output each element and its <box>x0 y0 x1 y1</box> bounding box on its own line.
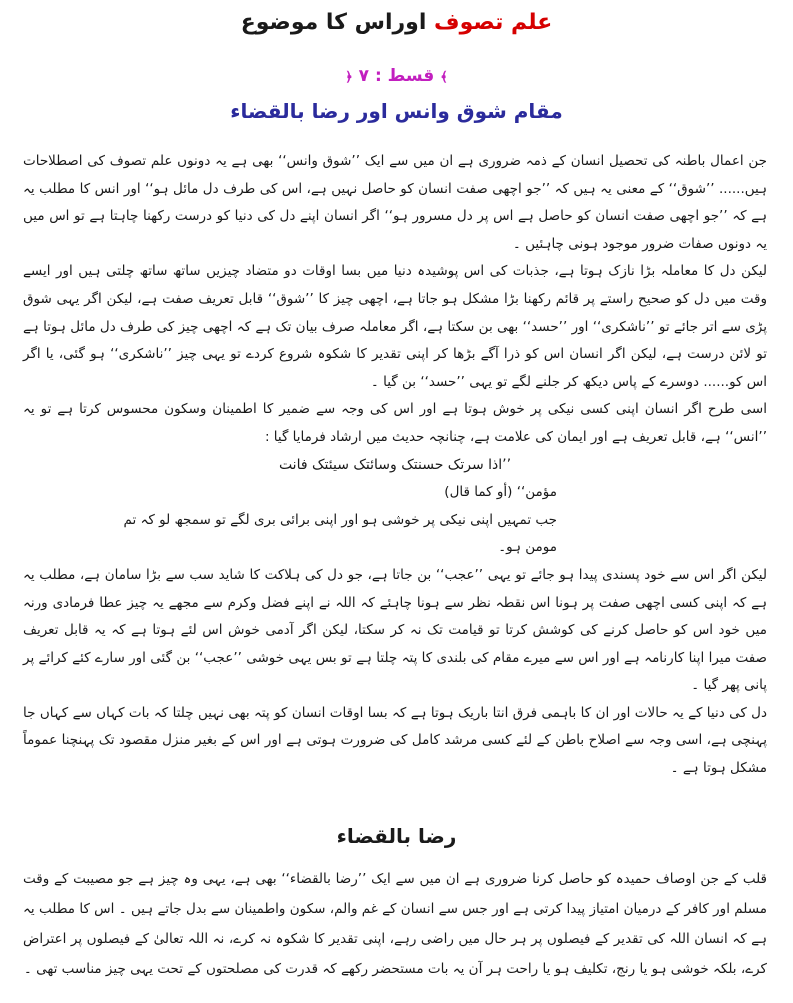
section-raza-bil-qaza <box>23 864 767 984</box>
part-number <box>0 65 793 89</box>
hadith-translation-line2: مومن ہو۔ <box>498 539 557 556</box>
hadith-translation-line1: جب تمہیں اپنی نیکی پر خوشی ہو اور اپنی برائی بری لگے تو سمجھ لو کہ تم <box>123 511 557 528</box>
hadith-quote <box>23 452 767 480</box>
hadith-arabic-line1: ’’اذا سرتک حسنتک وسائتک سیئتک فانت <box>278 456 512 473</box>
article-subtitle: مقام شوق وانس اور رضا بالقضاء <box>230 99 563 123</box>
section-heading-raza: رضا بالقضاء <box>336 824 457 848</box>
part-label: قسط : ۷ <box>358 66 435 86</box>
ornament-right-icon: ﴾ <box>440 70 448 85</box>
section-shauq-uns <box>23 148 767 783</box>
paragraph: قلب کے جن اوصاف حمیدہ کو حاصل کرنا ضروری ہے ان میں سے ایک ’’رضا بالقضاء‘‘ بھی ہے، یہی وہ چیز ہے جو مصیبت کے وقت مسلم اور کافر کے درمیان امتیاز پیدا کرتی ہے اور جس سے انسان کے غم والم، سکون واطمینان سے بدل جاتے ہیں ۔ اس کا مطلب یہ ہے کہ انسان اللہ کی تقدیر کے فیصلوں پر ہر حال میں راضی رہے، اپنی تقدیر کا شکوہ نہ کرے، نہ اللہ تعالیٰ کے فیصلوں پر اعتراض کرے، بلکہ خوشی ہو یا رنج، تکلیف ہو یا راحت ہر آن یہ بات مستحضر رکھے کہ قدرت کی مصلحتوں کے تحت یہی چیز مناسب تھی ۔ <box>23 871 767 977</box>
paragraph: لیکن اگر اس سے خود پسندی پیدا ہو جائے تو یہی ’’عجب‘‘ بن جاتا ہے، جو دل کی ہلاکت کا شاید سب سے بڑا سامان ہے، مطلب یہ ہے کہ اپنی کسی اچھی صفت پر ہونا اس نقطہ نظر سے ہونا چاہئے کہ اللہ نے اپنے فضل وکرم سے مجھے یہ چیز عطا فرمادی ورنہ میں خود اس کو حاصل کرنے کی کوشش کرتا تو قیامت تک نہ کر سکتا، لیکن اگر آدمی خوش اس لئے ہوتا ہے کہ یہ قابل تعریف صفت میرا اپنا کارنامہ ہے اور اس سے میرے مقام کی بلندی کا پتہ چلتا ہے تو بس یہی خوشی ’’عجب‘‘ بن گئی اور سارے کئے کرائے پر پانی پھر گیا ۔ <box>23 566 767 694</box>
paragraph: لیکن دل کا معاملہ بڑا نازک ہوتا ہے، جذبات کی اس پوشیدہ دنیا میں بسا اوقات دو متضاد چیزیں ساتھ ساتھ چلتی ہیں اور ایسے وقت میں دل کو صحیح راستے پر قائم رکھنا بڑا مشکل ہو جاتا ہے، اچھی چیز کا ’’شوق‘‘ قابل تعریف صفت ہے، لیکن اگر یہی شوق پڑی سے اتر جائے تو ’’ناشکری‘‘ اور ’’حسد‘‘ بھی بن سکتا ہے، اگر معاملہ صرف بیان تک ہے کہ اچھی چیز کی طرف دل مائل ہوتا ہے تو لائن درست ہے، لیکن اگر انسان اس کو ذرا آگے بڑھا کر اپنی تقدیر کا شکوہ شروع کردے تو یہی چیز ’’ناشکری‘‘ ہو گئی، یا اگر اس کو...... دوسرے کے پاس دیکھ کر جلنے لگے تو یہی ’’حسد‘‘ بن گیا ۔ <box>23 263 767 390</box>
title-accent: علم تصوف <box>434 10 553 35</box>
title-rest: اوراس کا موضوع <box>240 10 435 35</box>
ornament-left-icon: ﴿ <box>345 70 353 85</box>
paragraph: دل کی دنیا کے یہ حالات اور ان کا باہمی فرق انتا باریک ہوتا ہے کہ بسا اوقات انسان کو پتہ بھی نہیں چلتا کہ بات کہاں سے کہاں جا پہنچی ہے، اسی وجہ سے اصلاح باطن کے لئے کسی مرشد کامل کی ضرورت ہوتی ہے اور اس کے بغیر منزل مقصود تک پہنچنا عموماً مشکل ہوتا ہے ۔ <box>23 704 767 777</box>
article-title <box>0 8 793 38</box>
paragraph: جن اعمال باطنہ کی تحصیل انسان کے ذمہ ضروری ہے ان میں سے ایک ’’شوق وانس‘‘ بھی ہے یہ دونوں علم تصوف کی اصطلاحات ہیں...... ’’شوق‘‘ کے معنی یہ ہیں کہ ’’جو اچھی صفت انسان کو حاصل نہیں ہے، اس کی طرف دل مائل ہو‘‘ اور انس کا مطلب یہ ہے کہ ’’جو اچھی صفت انسان کو حاصل ہے اس پر دل مسرور ہو‘‘ اگر انسان اپنے دل کی دنیا کو درست رکھنا چاہتا ہے تو اس میں یہ دونوں صفات ضرور موجود ہونی چاہئیں ۔ <box>23 153 767 252</box>
paragraph: اسی طرح اگر انسان اپنی کسی نیکی پر خوش ہوتا ہے اور اس کی وجہ سے ضمیر کا اطمینان وسکون محسوس کرتا ہے تو یہ ’’انس‘‘ ہے، قابل تعریف ہے اور ایمان کی علامت ہے، چنانچہ حدیث میں ارشاد فرمایا گیا : <box>23 401 767 445</box>
hadith-arabic-line2: مؤمن‘‘ (أو کما قال) <box>444 484 557 501</box>
